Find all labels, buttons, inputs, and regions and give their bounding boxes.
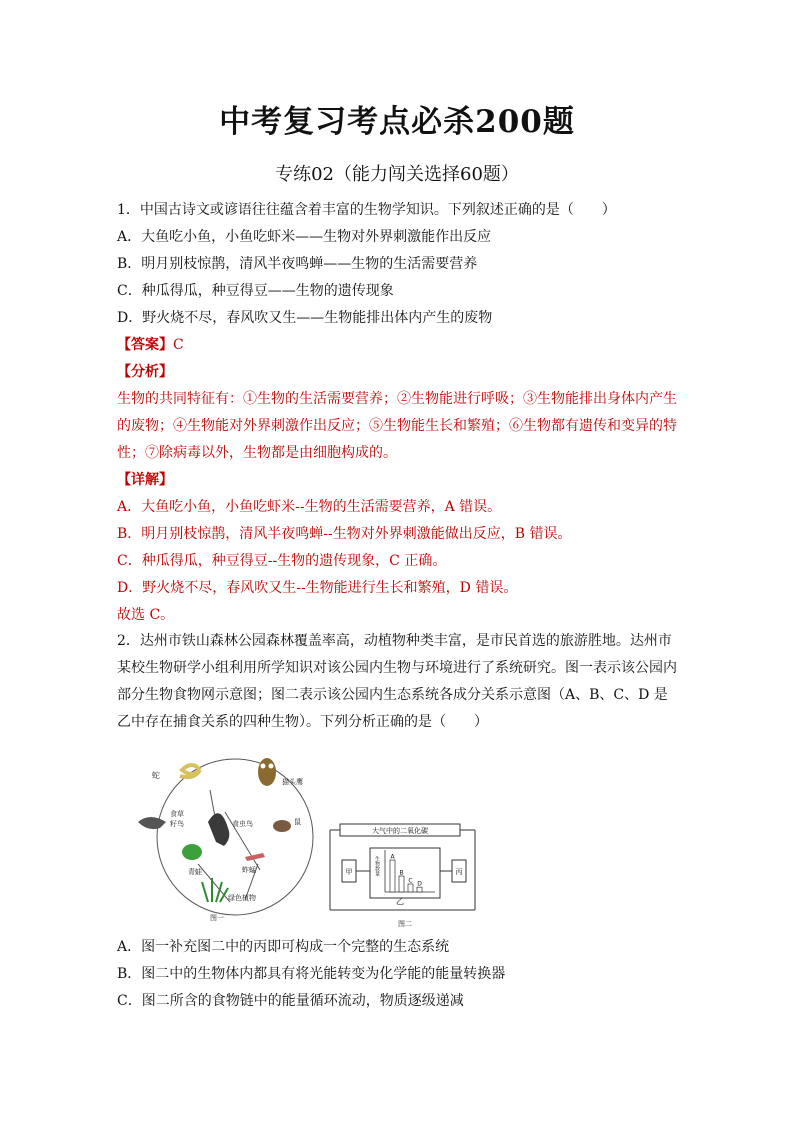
- seed-bird-label-2: 籽鸟: [170, 820, 184, 828]
- analysis-text: 生物的共同特征有：①生物的生活需要营养；②生物能进行呼吸；③生物能排出身体内产生的废物；④生物能对外界刺激作出反应；⑤生物能生长和繁殖；⑥生物都有遗传和变异的特性；⑦除病毒以外，生物都是由细胞构成的。: [117, 391, 677, 461]
- detail-c: C．种瓜得瓜，种豆得豆--生物的遗传现象，C 正确。: [117, 553, 447, 569]
- bar-C: [408, 884, 413, 892]
- frog-label: 青蛙: [188, 868, 202, 876]
- plant-icon: [202, 878, 228, 902]
- q2-option-b: B．图二中的生物体内都具有将光能转变为化学能的能量转换器: [117, 966, 506, 982]
- jia-label: 甲: [345, 868, 353, 876]
- owl-label: 猫头鹰: [282, 778, 303, 786]
- q2-option-c: C．图二所含的食物链中的能量循环流动，物质逐级递减: [117, 993, 464, 1009]
- insect-bird-icon: [208, 813, 229, 846]
- bar-label-B: B: [399, 869, 404, 877]
- bar-D: [417, 887, 422, 892]
- answer-tag: 【答案】: [117, 337, 173, 353]
- plant-label: 绿色植物: [228, 894, 256, 902]
- answer-value: C: [173, 337, 184, 353]
- q1-option-c: C．种瓜得瓜，种豆得豆——生物的遗传现象: [117, 283, 394, 299]
- detail-a: A．大鱼吃小鱼，小鱼吃虾米--生物的生活需要营养，A 错误。: [117, 499, 502, 515]
- figures: [130, 752, 490, 932]
- yi-label: 乙: [396, 897, 404, 906]
- seed-bird-label-1: 食草: [170, 810, 184, 818]
- atmosphere-label: 大气中的二氧化碳: [372, 827, 428, 835]
- bar-label-C: C: [408, 877, 413, 885]
- owl-icon: [258, 758, 276, 786]
- yi-ylabel: 生物数量: [374, 856, 380, 876]
- conclusion: 故选 C。: [117, 607, 175, 623]
- q1-answer-line: [117, 335, 184, 355]
- bing-label: 丙: [455, 868, 463, 876]
- mouse-label: 鼠: [294, 818, 301, 826]
- q1-option-d: D．野火烧不尽，春风吹又生——生物能排出体内产生的废物: [117, 310, 493, 326]
- bar-label-A: A: [390, 853, 395, 861]
- q2-stem: 2．达州市铁山森林公园森林覆盖率高，动植物种类丰富，是市民首选的旅游胜地。达州市某校生物研学小组利用所学知识对该公园内生物与环境进行了系统研究。图一表示该公园内部分生物食物网示意图；图二表示该公园内生态系统各成分关系示意图（A、B、C、D 是乙中存在捕食关系的四种生物）。下列分析正确的是（ ）: [117, 633, 677, 730]
- bar-label-D: D: [417, 880, 422, 888]
- figure2-ecosystem: [330, 824, 475, 928]
- snake-label: 蛇: [152, 771, 160, 780]
- figure1-food-web: [138, 758, 313, 922]
- analysis-tag: 【分析】: [117, 364, 173, 380]
- page-title: 中考复习考点必杀200题: [219, 104, 575, 140]
- figure2-caption: 图二: [398, 920, 412, 928]
- snake-icon: [180, 765, 200, 777]
- grasshopper-label: 蚱蜢: [242, 866, 256, 874]
- insect-bird-label: 食虫鸟: [232, 820, 253, 828]
- q1-stem: 1．中国古诗文或谚语往往蕴含着丰富的生物学知识。下列叙述正确的是（ ）: [117, 202, 616, 218]
- seed-bird-icon: [138, 817, 166, 829]
- figure1-caption: 图一: [210, 914, 224, 922]
- bar-A: [390, 860, 395, 892]
- detail-tag: 【详解】: [117, 472, 173, 488]
- mouse-icon: [273, 820, 291, 832]
- bar-B: [399, 876, 404, 892]
- page-subtitle: 专练02（能力闯关选择60题）: [275, 164, 519, 185]
- q1-option-a: A．大鱼吃小鱼，小鱼吃虾米——生物对外界刺激能作出反应: [117, 229, 492, 245]
- q1-option-b: B．明月别枝惊鹊，清风半夜鸣蝉——生物的生活需要营养: [117, 256, 478, 272]
- grasshopper-icon: [245, 853, 265, 861]
- q2-option-a: A．图一补充图二中的丙即可构成一个完整的生态系统: [117, 939, 450, 955]
- frog-icon: [182, 844, 202, 860]
- detail-b: B．明月别枝惊鹊，清风半夜鸣蝉--生物对外界刺激能做出反应，B 错误。: [117, 526, 572, 542]
- detail-d: D．野火烧不尽，春风吹又生--生物能进行生长和繁殖，D 错误。: [117, 580, 518, 596]
- yi-box: [370, 848, 440, 898]
